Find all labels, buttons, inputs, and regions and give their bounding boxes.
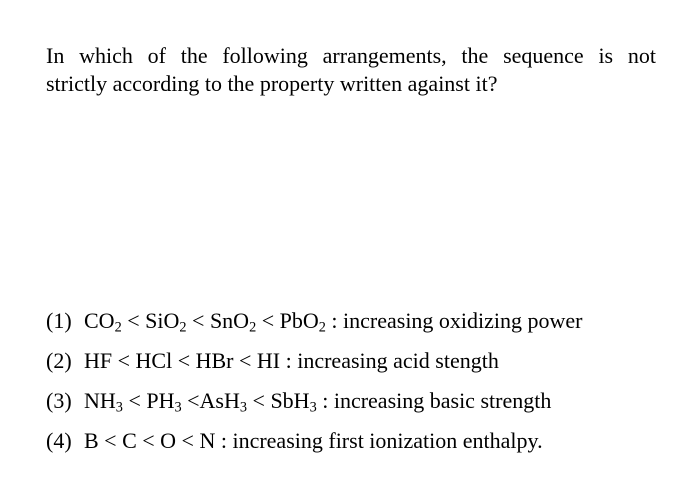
option-1[interactable]: [46, 306, 583, 336]
option-4-number: (4): [46, 428, 72, 453]
option-4-text: B < C < O < N : increasing first ionization enthalpy.: [84, 428, 543, 453]
option-3[interactable]: [46, 386, 551, 416]
option-3-number: (3): [46, 388, 72, 413]
option-2-text: HF < HCl < HBr < HI : increasing acid stength: [84, 348, 499, 373]
option-2-number: (2): [46, 348, 72, 373]
option-2[interactable]: [46, 346, 499, 376]
option-1-text: $CO_2 < SiO_2 < SnO_2 < PbO_2$ : increasing oxidizing power: [84, 308, 583, 336]
question-line-1: In which of the following arrangements, the sequence is not: [46, 43, 656, 68]
question-text: [46, 42, 656, 98]
option-1-number: (1): [46, 308, 72, 333]
option-3-text: $NH_3 < PH_3 <AsH_3 < SbH_3$ : increasing basic strength: [84, 388, 552, 416]
question-line-2: strictly according to the property written against it?: [46, 71, 498, 96]
option-4[interactable]: [46, 426, 543, 456]
